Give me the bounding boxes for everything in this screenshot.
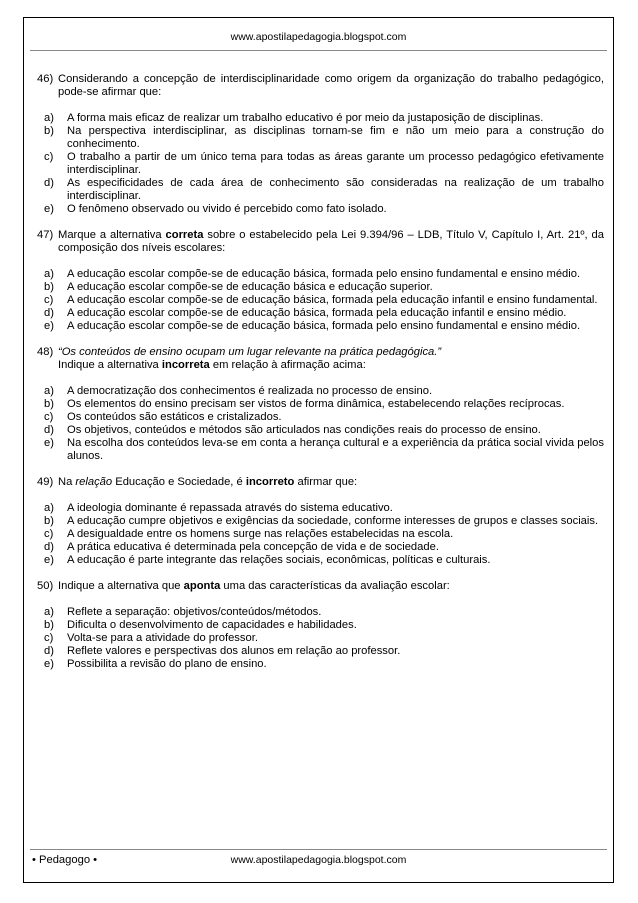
option-text: A forma mais eficaz de realizar um trabalho educativo é por meio da justaposição de disciplinas. [67, 112, 544, 124]
option-text: A educação escolar compõe-se de educação básica, formada pelo ensino fundamental e ensino médio. [67, 268, 581, 280]
footer-url: www.apostilapedagogia.blogspot.com [230, 854, 407, 866]
answer-option [37, 268, 604, 281]
footer-label: • Pedagogo • [32, 854, 98, 866]
question-text-segment: Educação e Sociedade, é [112, 476, 246, 488]
option-letter: b) [44, 281, 54, 293]
option-text: A educação escolar compõe-se de educação básica, formada pela educação infantil e ensino médio. [67, 307, 567, 319]
answer-option [37, 294, 604, 307]
question-block [37, 229, 604, 333]
question-text-segment: Indique a alternativa [58, 359, 162, 371]
option-letter: c) [44, 411, 54, 423]
question-list [37, 73, 604, 684]
question-text-segment: Indique a alternativa que [58, 580, 184, 592]
question-stem [37, 476, 604, 489]
option-letter: e) [44, 203, 54, 215]
answer-option [37, 645, 604, 658]
question-text [58, 229, 604, 255]
question-block [37, 476, 604, 567]
option-text: Na perspectiva interdisciplinar, as disciplinas tornam-se fim e não um meio para a construção do conhecimento. [67, 125, 604, 150]
question-text-emphasis: incorreto [245, 476, 295, 488]
option-text: A educação escolar compõe-se de educação básica, formada pela educação infantil e ensino fundamental. [67, 294, 598, 306]
answer-option [37, 411, 604, 424]
option-text: A educação cumpre objetivos e exigências da sociedade, conforme interesses de grupos e classes sociais. [67, 515, 599, 527]
question-block [37, 580, 604, 671]
option-letter: c) [44, 528, 54, 540]
answer-option [37, 515, 604, 528]
option-text: Os conteúdos são estáticos e cristalizados. [67, 411, 282, 423]
question-stem [37, 346, 604, 372]
option-text: Reflete a separação: objetivos/conteúdos/métodos. [67, 606, 322, 618]
question-text-segment: sobre o estabelecido pela Lei 9.394/96 – LDB, Título V, Capítulo I, Art. 21º, da composição dos níveis escolares: [58, 229, 604, 254]
question-text-segment: Considerando a concepção de interdisciplinaridade como origem da organização do trabalho pedagógico, pode-se afirmar que: [58, 73, 604, 98]
options-list [37, 112, 604, 216]
question-block [37, 73, 604, 216]
document-page [23, 17, 614, 883]
options-list [37, 606, 604, 671]
option-text: O trabalho a partir de um único tema para todas as áreas garante um processo pedagógico efetivamente interdisciplinar. [67, 151, 604, 176]
question-text-segment: relação [75, 476, 113, 488]
answer-option [37, 606, 604, 619]
question-number: 48) [37, 346, 54, 358]
option-text: O fenômeno observado ou vivido é percebido como fato isolado. [67, 203, 387, 215]
answer-option [37, 203, 604, 216]
option-text: Reflete valores e perspectivas dos alunos em relação ao professor. [67, 645, 401, 657]
option-text: Possibilita a revisão do plano de ensino. [67, 658, 267, 670]
option-text: A educação é parte integrante das relações sociais, econômicas, políticas e culturais. [67, 554, 491, 566]
answer-option [37, 177, 604, 203]
answer-option [37, 658, 604, 671]
option-text: A ideologia dominante é repassada através do sistema educativo. [67, 502, 393, 514]
options-list [37, 268, 604, 333]
header-url: www.apostilapedagogia.blogspot.com [230, 31, 407, 43]
option-letter: e) [44, 320, 54, 332]
answer-option [37, 437, 604, 463]
option-letter: a) [44, 268, 54, 280]
question-text-segment: uma das características da avaliação escolar: [220, 580, 450, 592]
question-number: 46) [37, 73, 54, 85]
answer-option [37, 385, 604, 398]
question-number: 49) [37, 476, 54, 488]
answer-option [37, 424, 604, 437]
option-text: As especificidades de cada área de conhecimento são consideradas na realização de um trabalho interdisciplinar. [67, 177, 604, 202]
option-text: A democratização dos conhecimentos é realizada no processo de ensino. [67, 385, 433, 397]
option-letter: d) [44, 424, 54, 436]
question-text-segment: Na [58, 476, 76, 488]
question-stem [37, 229, 604, 255]
footer-divider [30, 849, 607, 850]
answer-option [37, 281, 604, 294]
answer-option [37, 632, 604, 645]
option-letter: b) [44, 515, 54, 527]
option-letter: e) [44, 658, 54, 670]
header-divider [30, 50, 607, 51]
option-letter: d) [44, 177, 54, 189]
option-text: A educação escolar compõe-se de educação básica e educação superior. [67, 281, 433, 293]
option-letter: b) [44, 125, 54, 137]
question-stem [37, 580, 604, 593]
answer-option [37, 398, 604, 411]
option-letter: c) [44, 294, 54, 306]
question-text-emphasis: correta [165, 229, 204, 241]
answer-option [37, 554, 604, 567]
options-list [37, 502, 604, 567]
answer-option [37, 528, 604, 541]
option-letter: d) [44, 307, 54, 319]
question-block [37, 346, 604, 463]
option-text: A educação escolar compõe-se de educação básica, formada pelo ensino fundamental e ensino médio. [67, 320, 581, 332]
option-letter: b) [44, 398, 54, 410]
option-letter: a) [44, 606, 54, 618]
option-text: A desigualdade entre os homens surge nas relações estabelecidas na escola. [67, 528, 454, 540]
option-letter: e) [44, 554, 54, 566]
option-text: A prática educativa é determinada pela concepção de vida e de sociedade. [67, 541, 439, 553]
option-letter: d) [44, 541, 54, 553]
option-letter: a) [44, 112, 54, 124]
options-list [37, 385, 604, 463]
answer-option [37, 502, 604, 515]
option-letter: a) [44, 385, 54, 397]
question-text [58, 346, 604, 372]
option-letter: c) [44, 151, 54, 163]
option-text: Volta-se para a atividade do professor. [67, 632, 258, 644]
question-stem [37, 73, 604, 99]
answer-option [37, 619, 604, 632]
question-number: 50) [37, 580, 54, 592]
question-text-segment: em relação à afirmação acima: [209, 359, 366, 371]
option-text: Dificulta o desenvolvimento de capacidades e habilidades. [67, 619, 357, 631]
question-text [58, 580, 604, 593]
question-number: 47) [37, 229, 54, 241]
question-text-segment: “Os conteúdos de ensino ocupam um lugar relevante na prática pedagógica.” [58, 346, 442, 358]
answer-option [37, 125, 604, 151]
answer-option [37, 541, 604, 554]
question-text-emphasis: aponta [183, 580, 221, 592]
answer-option [37, 307, 604, 320]
option-letter: a) [44, 502, 54, 514]
answer-option [37, 320, 604, 333]
option-letter: b) [44, 619, 54, 631]
answer-option [37, 112, 604, 125]
option-letter: c) [44, 632, 54, 644]
option-letter: e) [44, 437, 54, 449]
question-text-segment: Marque a alternativa [58, 229, 166, 241]
option-text: Os objetivos, conteúdos e métodos são articulados nas condições reais do processo de ensino. [67, 424, 541, 436]
option-text: Na escolha dos conteúdos leva-se em conta a herança cultural e a experiência da prática social vivida pelos alunos. [67, 437, 604, 462]
answer-option [37, 151, 604, 177]
question-text-segment: afirmar que: [294, 476, 358, 488]
question-text [58, 73, 604, 99]
question-text [58, 476, 604, 489]
option-text: Os elementos do ensino precisam ser vistos de forma dinâmica, estabelecendo relações recíprocas. [67, 398, 565, 410]
option-letter: d) [44, 645, 54, 657]
question-text-emphasis: incorreta [161, 359, 210, 371]
